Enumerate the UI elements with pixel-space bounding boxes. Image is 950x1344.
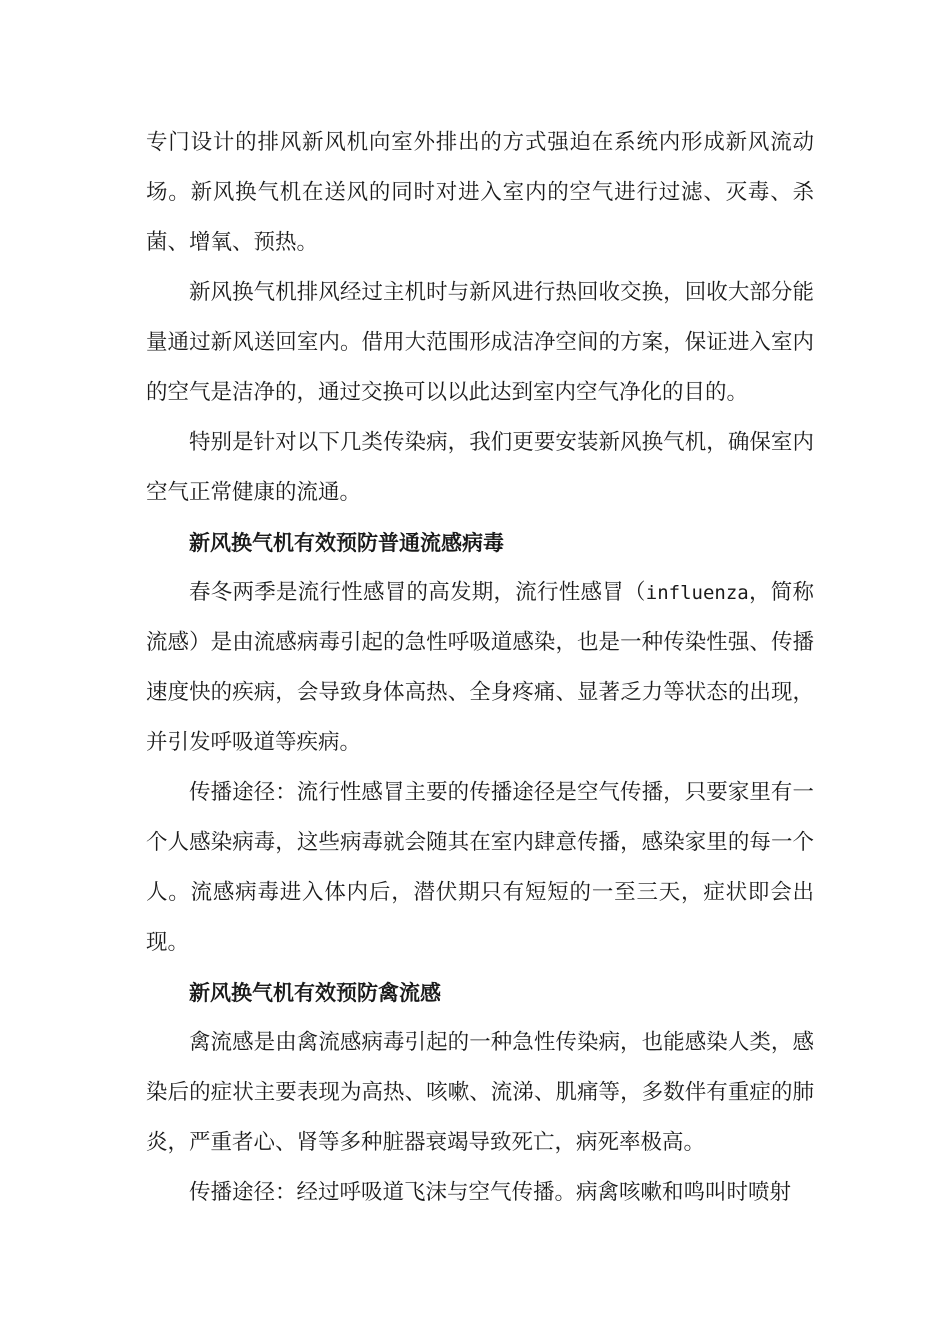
flu-description-text-start: 春冬两季是流行性感冒的高发期，流行性感冒（ bbox=[189, 580, 646, 605]
paragraph-intro-diseases: 特别是针对以下几类传染病，我们更要安装新风换气机，确保室内空气正常健康的流通。 bbox=[146, 430, 814, 505]
paragraph-flu-description bbox=[146, 568, 814, 768]
paragraph-continued: 专门设计的排风新风机向室外排出的方式强迫在系统内形成新风流动场。新风换气机在送风的同时对进入室内的空气进行过滤、灭毒、杀菌、增氧、预热。 bbox=[146, 130, 814, 255]
paragraph-flu-transmission: 传播途径：流行性感冒主要的传播途径是空气传播，只要家里有一个人感染病毒，这些病毒就会随其在室内肆意传播，感染家里的每一个人。流感病毒进入体内后，潜伏期只有短短的一至三天，症状即会出现。 bbox=[146, 780, 814, 955]
document-body bbox=[146, 118, 814, 1218]
paragraph-avian-flu-transmission: 传播途径：经过呼吸道飞沫与空气传播。病禽咳嗽和鸣叫时喷射 bbox=[189, 1180, 792, 1205]
paragraph-heat-recovery: 新风换气机排风经过主机时与新风进行热回收交换，回收大部分能量通过新风送回室内。借用大范围形成洁净空间的方案，保证进入室内的空气是洁净的，通过交换可以以此达到室内空气净化的目的。 bbox=[146, 280, 814, 405]
flu-description-text-end: ，简称流感）是由流感病毒引起的急性呼吸道感染，也是一种传染性强、传播速度快的疾病，会导致身体高热、全身疼痛、显著乏力等状态的出现，并引发呼吸道等疾病。 bbox=[146, 580, 814, 755]
flu-english-term: influenza bbox=[645, 582, 749, 604]
paragraph-avian-flu-description: 禽流感是由禽流感病毒引起的一种急性传染病，也能感染人类，感染后的症状主要表现为高热、咳嗽、流涕、肌痛等，多数伴有重症的肺炎，严重者心、肾等多种脏器衰竭导致死亡，病死率极高。 bbox=[146, 1030, 814, 1155]
section-heading-avian-flu: 新风换气机有效预防禽流感 bbox=[189, 981, 441, 1005]
section-heading-common-flu: 新风换气机有效预防普通流感病毒 bbox=[189, 531, 504, 555]
